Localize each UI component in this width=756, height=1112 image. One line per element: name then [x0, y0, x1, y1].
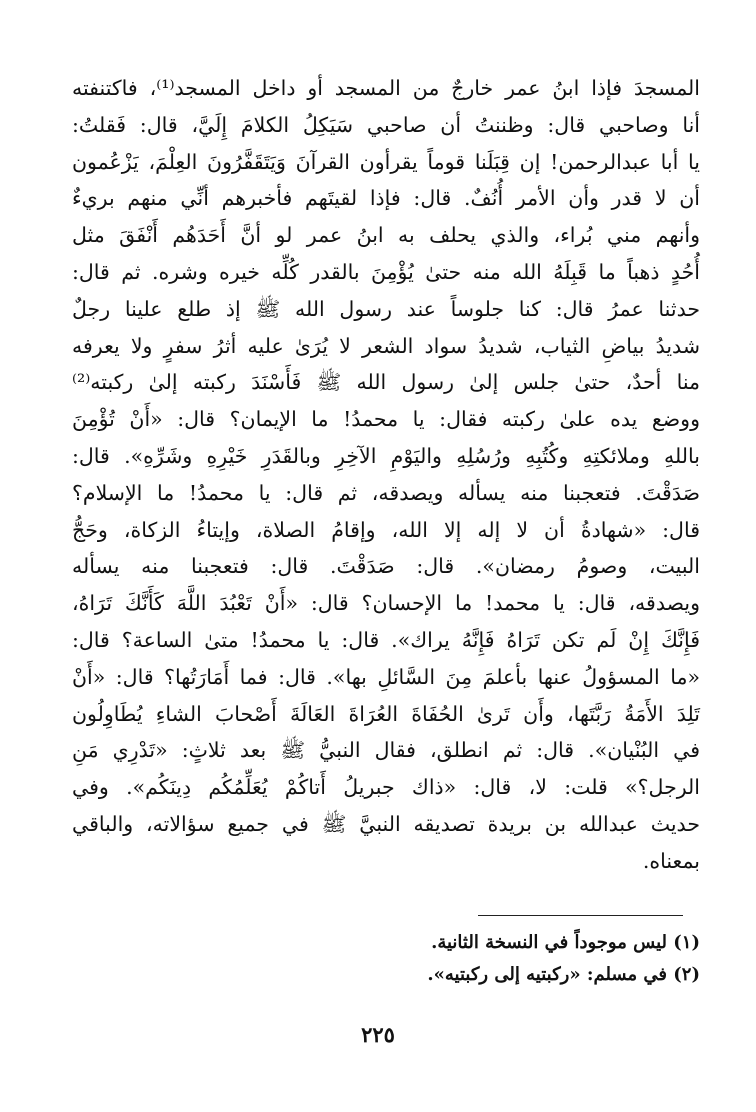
footnote-divider — [478, 915, 683, 916]
text-line: منا أحدٌ، حتىٰ جلس إلىٰ رسول الله ﷺ فَأَسْنَدَ ركبته إلىٰ ركبته⁽²⁾ — [72, 370, 700, 395]
text-line: ووضع يده علىٰ ركبته فقال: يا محمدُ! ما الإيمان؟ قال: «أَنْ تُؤْمِنَ — [72, 407, 700, 432]
text-line: الرجل؟» قلت: لا، قال: «ذاك جبريلُ أَتاكُمْ يُعَلِّمُكُم دِينَكُم». وفي — [72, 775, 700, 800]
text-line: بمعناه. — [642, 848, 700, 873]
footnotes — [72, 927, 700, 991]
footnote-1: (١) ليس موجوداً في النسخة الثانية. — [431, 932, 700, 953]
text-line: حديث عبدالله بن بريدة تصديقه النبيَّ ﷺ في جميع سؤالاته، والباقي — [72, 811, 700, 836]
footnote-2: (٢) في مسلم: «ركبتيه إلى ركبتيه». — [427, 964, 700, 985]
text-line: فَإِنَّكَ إِنْ لَم تكن تَرَاهُ فَإِنَّهُ يراك». قال: يا محمدُ! متىٰ الساعة؟ قال: — [72, 627, 700, 652]
text-line: المسجدَ فإذا ابنُ عمر خارجٌ من المسجد أو داخل المسجد⁽¹⁾، فاكتنفته — [72, 76, 700, 100]
text-line: باللهِ وملائكتِهِ وكُتُبِهِ ورُسُلِهِ واليَوْمِ الآخِرِ وبالقَدَرِ خَيْرِهِ وشَرِّهِ». قال: — [72, 443, 700, 468]
text-line: وأنهم مني بُراء، والذي يحلف به ابنُ عمر لو أنَّ أَحَدَهُم أَنْفَقَ مثل — [72, 223, 700, 248]
text-line: البيت، وصومُ رمضان». قال: صَدَقْتَ. قال: فتعجبنا منه يسأله — [72, 554, 700, 579]
text-line: يا أبا عبدالرحمن! إن قِبَلَنا قوماً يقرأون القرآنَ وَيَتَقَفَّرُونَ العِلْمَ، يَزْعُمون — [72, 149, 700, 174]
text-line: أُحُدٍ ذهباً ما قَبِلَهُ الله منه حتىٰ يُؤْمِنَ بالقدر كُلِّه خيره وشره. ثم قال: — [72, 259, 700, 284]
text-line: ويصدقه، قال: يا محمد! ما الإحسان؟ قال: «أَنْ تَعْبُدَ اللَّهَ كَأَنَّكَ تَرَاهُ، — [72, 591, 700, 616]
page-number: ٢٢٥ — [361, 1022, 395, 1047]
text-line: في البُنْيان». قال: ثم انطلق، فقال النبيُّ ﷺ بعد ثلاثٍ: «تَدْرِي مَنِ — [72, 738, 700, 763]
text-line: قال: «شهادةُ أن لا إله إلا الله، وإقامُ الصلاة، وإيتاءُ الزكاة، وحَجُّ — [72, 517, 700, 542]
body-text — [72, 70, 700, 880]
text-line: أنا وصاحبي قال: وظننتُ أن صاحبي سَيَكِلُ الكلامَ إِلَيَّ، قال: فَقلتُ: — [72, 112, 700, 137]
text-line: شديدُ بياضِ الثياب، شديدُ سواد الشعر لا يُرَىٰ عليه أثرُ سفرٍ ولا يعرفه — [72, 333, 700, 358]
text-line: حدثنا عمرُ قال: كنا جلوساً عند رسول الله ﷺ إذ طلع علينا رجلٌ — [72, 296, 700, 321]
text-line: صَدَقْتَ. فتعجبنا منه يسأله ويصدقه، ثم قال: يا محمدُ! ما الإسلام؟ — [72, 480, 700, 505]
text-line: «ما المسؤولُ عنها بأعلمَ مِنَ السَّائلِ بها». قال: فما أَمَارَتُها؟ قال: «أَنْ — [72, 664, 700, 689]
text-line: أن لا قدر وأن الأمر أُنُفٌ. قال: فإذا لقيتَهم فأخبرهم أنِّي منهم بريءٌ — [72, 186, 700, 211]
text-line: تَلِدَ الأَمَةُ رَبَّتَها، وأَن تَرىٰ الحُفَاةَ العُرَاةَ العَالَةَ أَصْحابَ الشاءِ يُطَاوِلُون — [72, 701, 700, 726]
